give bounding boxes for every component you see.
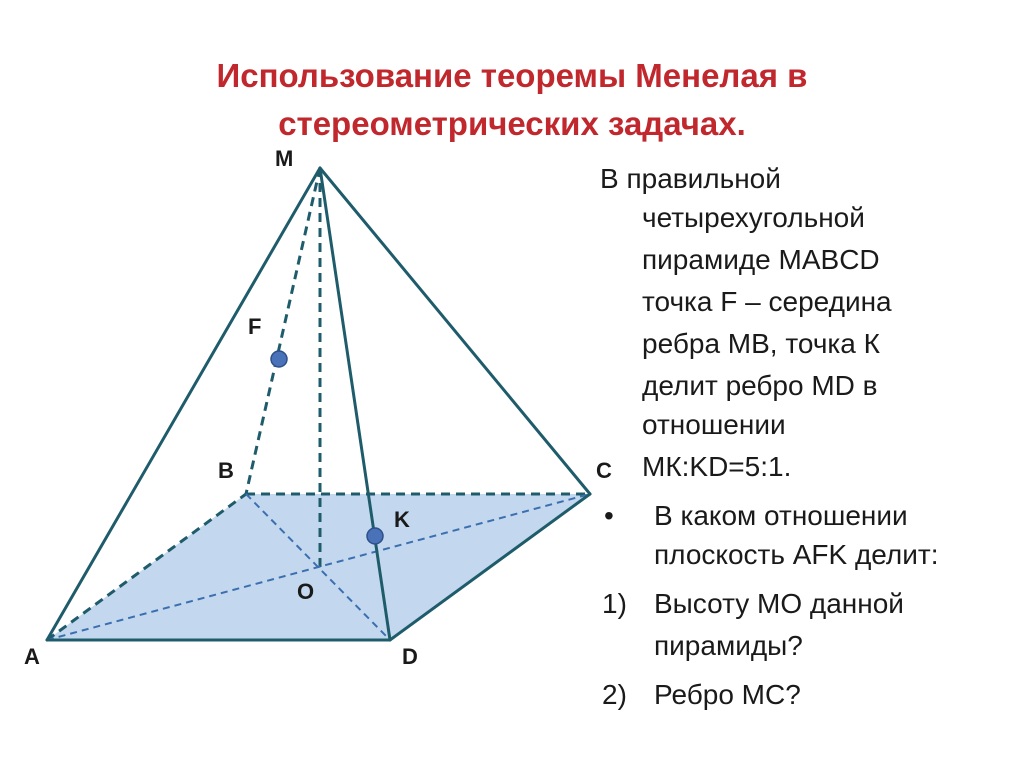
item-1-line: пирамиды?: [654, 630, 803, 661]
statement-line: пирамиде MABCD: [642, 244, 880, 275]
label-d: D: [402, 644, 418, 669]
point-f-marker: [271, 351, 287, 367]
question-line: плоскость AFK делит:: [654, 539, 939, 570]
label-c: C: [596, 458, 612, 483]
title-line-1: Использование теоремы Менелая в: [216, 57, 808, 94]
statement-line: отношении: [642, 409, 786, 440]
label-m: M: [275, 146, 294, 171]
title-line-2: стереометрических задачах.: [278, 105, 746, 142]
statement-line: В правильной: [600, 163, 781, 194]
statement-line: точка F – середина: [642, 286, 892, 317]
item-marker-1: 1): [602, 588, 627, 619]
item-2-line: Ребро МС?: [654, 679, 801, 710]
point-k-marker: [367, 528, 383, 544]
label-f: F: [248, 314, 262, 339]
question-bullet: •: [604, 500, 614, 531]
label-k: K: [394, 507, 410, 532]
statement-line: четырехугольной: [642, 202, 865, 233]
statement-line: делит ребро MD в: [642, 370, 878, 401]
item-1-line: Высоту МО данной: [654, 588, 904, 619]
statement-line: МК:KD=5:1.: [642, 451, 792, 482]
item-marker-2: 2): [602, 679, 627, 710]
label-b: B: [218, 458, 234, 483]
label-o: O: [297, 579, 315, 604]
statement-line: ребра MB, точка К: [642, 328, 880, 359]
question-line: В каком отношении: [654, 500, 908, 531]
label-a: A: [24, 644, 40, 669]
